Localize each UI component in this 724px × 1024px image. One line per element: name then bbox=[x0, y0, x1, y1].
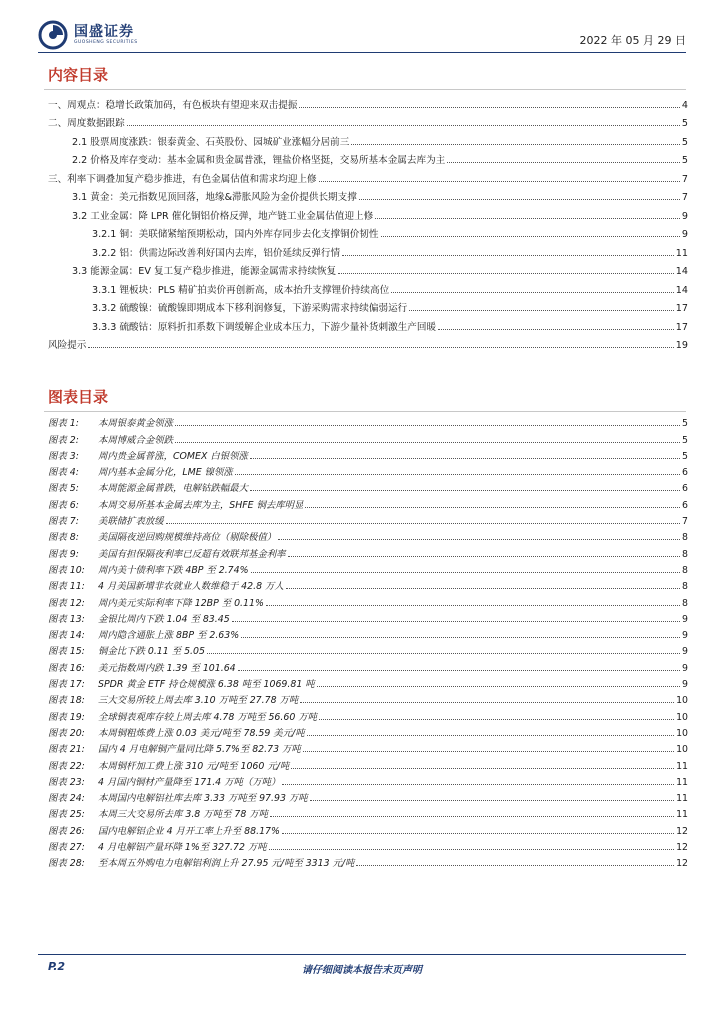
figure-entry[interactable] bbox=[48, 560, 688, 576]
toc-entry-title: 三、利率下调叠加复产稳步推进，有色金属估值和需求均迎上修 bbox=[48, 173, 317, 185]
toc-entry-title: 3.3.2 硫酸镍：硫酸镍即期成本下移利润修复，下游采购需求持续偏弱运行 bbox=[92, 303, 408, 314]
figure-number: 图表 5: bbox=[48, 483, 79, 495]
figure-entry[interactable] bbox=[48, 511, 688, 527]
company-name-cn: 国盛证券 bbox=[74, 24, 134, 40]
leader-dots bbox=[317, 686, 680, 687]
footer-disclaimer: 请仔细阅读本报告末页声明 bbox=[302, 965, 422, 976]
leader-dots bbox=[310, 800, 674, 801]
figure-entry[interactable] bbox=[48, 478, 688, 494]
guosheng-logo-icon bbox=[38, 20, 68, 50]
leader-dots bbox=[88, 347, 673, 348]
company-logo bbox=[38, 20, 138, 50]
leader-dots bbox=[291, 768, 674, 769]
leader-dots bbox=[127, 125, 680, 126]
figure-number: 图表 4: bbox=[48, 467, 79, 479]
figure-entry[interactable] bbox=[48, 723, 688, 739]
figure-entry[interactable] bbox=[48, 690, 688, 706]
toc-entry-title: 3.1 黄金：美元指数见顶回落，地缘&滞胀风险为金价提供长期支撑 bbox=[72, 192, 357, 203]
figure-number: 图表 24: bbox=[48, 793, 85, 805]
figure-entry[interactable] bbox=[48, 446, 688, 462]
figure-number: 图表 15: bbox=[48, 646, 85, 658]
figure-number: 图表 27: bbox=[48, 842, 85, 854]
page-header bbox=[38, 18, 686, 53]
figure-number: 图表 22: bbox=[48, 760, 85, 772]
figure-entry[interactable] bbox=[48, 592, 688, 608]
figure-number: 图表 14: bbox=[48, 630, 85, 642]
leader-dots bbox=[381, 236, 680, 237]
figure-entry[interactable] bbox=[48, 462, 688, 478]
toc-entry-title: 3.2.1 铜：美联储紧缩预期松动，国内外库存同步去化支撑铜价韧性 bbox=[92, 229, 379, 240]
figure-title: 金银比周内下跌 1.04 至 83.45 bbox=[98, 613, 230, 625]
figure-title: 本周铜粗炼费上涨 0.03 美元/吨至 78.59 美元/吨 bbox=[98, 727, 305, 739]
figure-number: 图表 19: bbox=[48, 711, 85, 723]
leader-dots bbox=[438, 329, 674, 330]
figure-entry[interactable] bbox=[48, 820, 688, 836]
figure-number: 图表 12: bbox=[48, 597, 85, 609]
leader-dots bbox=[299, 107, 679, 108]
figure-number: 图表 21: bbox=[48, 744, 85, 756]
toc-entry[interactable] bbox=[48, 166, 688, 185]
toc-entry-page: 14 bbox=[675, 284, 688, 296]
toc-entry-page: 14 bbox=[675, 266, 688, 277]
contents-title: 内容目录 bbox=[48, 66, 109, 84]
figure-page: 8 bbox=[682, 581, 688, 593]
toc-entry-title: 一、周观点：稳增长政策加码，有色板块有望迎来双击提振 bbox=[48, 99, 298, 111]
figure-title: 周内基本金属分化，LME 镍领涨 bbox=[98, 467, 233, 479]
figure-title: 本周能源金属普跌，电解钴跌幅最大 bbox=[98, 483, 249, 495]
toc-entry-page: 7 bbox=[681, 192, 688, 203]
figure-title: 周内贵金属普涨，COMEX 白银领涨 bbox=[98, 450, 248, 462]
figure-page: 6 bbox=[682, 483, 688, 495]
figure-title: 国内 4 月电解铜产量同比降 5.7%至 82.73 万吨 bbox=[98, 744, 301, 756]
leader-dots bbox=[175, 425, 680, 426]
leader-dots bbox=[338, 273, 674, 274]
figure-page: 8 bbox=[682, 548, 688, 560]
figure-page: 8 bbox=[682, 564, 688, 576]
figure-number: 图表 23: bbox=[48, 776, 85, 788]
figure-page: 12 bbox=[676, 842, 688, 854]
figure-title: 本周铜杆加工费上涨 310 元/吨至 1060 元/吨 bbox=[98, 760, 290, 772]
figure-title: 国内电解铝企业 4 月开工率上升至 88.17% bbox=[98, 825, 280, 837]
leader-dots bbox=[307, 735, 674, 736]
toc-entry[interactable] bbox=[48, 111, 688, 130]
page-number: P.2 bbox=[48, 960, 66, 973]
toc-entry-page: 4 bbox=[681, 99, 688, 111]
figure-number: 图表 11: bbox=[48, 581, 85, 593]
leader-dots bbox=[207, 653, 680, 654]
toc-entry[interactable] bbox=[48, 296, 688, 315]
toc-entry-page: 5 bbox=[681, 118, 688, 129]
figure-number: 图表 17: bbox=[48, 679, 85, 691]
toc-entry-page: 5 bbox=[681, 155, 688, 166]
figure-entry[interactable] bbox=[48, 641, 688, 657]
toc-entry[interactable] bbox=[48, 240, 688, 259]
figure-title: 铜金比下跌 0.11 至 5.05 bbox=[98, 646, 205, 658]
figure-number: 图表 18: bbox=[48, 695, 85, 707]
leader-dots bbox=[175, 442, 680, 443]
leader-dots bbox=[251, 572, 681, 573]
figure-page: 9 bbox=[682, 646, 688, 658]
leader-dots bbox=[166, 523, 680, 524]
company-name-en: GUOSHENG SECURITIES bbox=[74, 40, 138, 45]
leader-dots bbox=[319, 181, 680, 182]
figure-entry[interactable] bbox=[48, 429, 688, 445]
figure-title: 本周国内电解铝社库去库 3.33 万吨至 97.93 万吨 bbox=[98, 793, 308, 805]
figure-page: 9 bbox=[682, 662, 688, 674]
toc-entry[interactable] bbox=[48, 333, 688, 352]
figure-title: 本周银泰黄金领涨 bbox=[98, 418, 174, 430]
leader-dots bbox=[351, 144, 680, 145]
figure-entry[interactable] bbox=[48, 494, 688, 510]
toc-entry-page: 9 bbox=[681, 210, 688, 222]
figure-entry[interactable] bbox=[48, 788, 688, 804]
toc-entry-title: 二、周度数据跟踪 bbox=[48, 118, 125, 129]
figure-entry[interactable] bbox=[48, 772, 688, 788]
figure-number: 图表 6: bbox=[48, 499, 79, 511]
leader-dots bbox=[238, 670, 680, 671]
figure-title: 本周交易所基本金属去库为主，SHFE 铜去库明显 bbox=[98, 499, 304, 511]
leader-dots bbox=[375, 218, 680, 219]
figure-page: 5 bbox=[682, 450, 688, 462]
figure-title: 全球铜表观库存较上周去库 4.78 万吨至 56.60 万吨 bbox=[98, 711, 318, 723]
figure-title: 至本周五外购电力电解铝利润上升 27.95 元/吨至 3313 元/吨 bbox=[98, 858, 355, 870]
toc-entry-title: 2.2 价格及库存变动：基本金属和贵金属普涨，锂盐价格坚挺，交易所基本金属去库为主 bbox=[72, 155, 446, 166]
figure-number: 图表 13: bbox=[48, 613, 85, 625]
report-date: 2022 年 05 月 29 日 bbox=[579, 34, 686, 47]
toc-entry[interactable] bbox=[48, 129, 688, 148]
leader-dots bbox=[282, 784, 674, 785]
figure-page: 8 bbox=[682, 532, 688, 544]
figure-page: 9 bbox=[682, 630, 688, 642]
list-of-figures bbox=[48, 413, 688, 869]
leader-dots bbox=[303, 751, 674, 752]
toc-entry-page: 17 bbox=[675, 321, 688, 333]
figure-entry[interactable] bbox=[48, 609, 688, 625]
leader-dots bbox=[409, 310, 674, 311]
leader-dots bbox=[250, 458, 680, 459]
toc-entry-page: 19 bbox=[675, 340, 688, 351]
figures-title: 图表目录 bbox=[48, 388, 109, 406]
figure-entry[interactable] bbox=[48, 706, 688, 722]
leader-dots bbox=[270, 816, 674, 817]
figure-page: 9 bbox=[682, 679, 688, 691]
figure-page: 10 bbox=[676, 711, 688, 723]
toc-entry-page: 17 bbox=[675, 303, 688, 314]
toc-entry-title: 3.3.3 硫酸钴：原料折扣系数下调缓解企业成本压力，下游少量补货刺激生产回暖 bbox=[92, 321, 437, 333]
leader-dots bbox=[300, 702, 674, 703]
figure-title: SPDR 黄金 ETF 持仓规模涨 6.38 吨至 1069.81 吨 bbox=[98, 679, 315, 691]
figure-title: 美联储扩表放缓 bbox=[98, 516, 164, 528]
figure-title: 美国有担保隔夜利率已反超有效联邦基金利率 bbox=[98, 548, 286, 560]
figure-page: 11 bbox=[676, 760, 688, 772]
figure-page: 8 bbox=[682, 597, 688, 609]
figure-entry[interactable] bbox=[48, 739, 688, 755]
figure-title: 4 月美国新增非农就业人数维稳于 42.8 万人 bbox=[98, 581, 284, 593]
figure-title: 美国隔夜逆回购规模维持高位（剔除极值） bbox=[98, 532, 277, 544]
toc-entry-page: 5 bbox=[681, 136, 688, 148]
toc-entry-title: 3.2 工业金属：降 LPR 催化铜铝价格反弹，地产链工业金属估值迎上修 bbox=[72, 210, 374, 222]
toc-entry-page: 7 bbox=[681, 173, 688, 185]
figure-title: 美元指数周内跌 1.39 至 101.64 bbox=[98, 662, 236, 674]
figure-title: 周内美十债利率下跌 4BP 至 2.74% bbox=[98, 564, 249, 576]
contents-divider bbox=[44, 89, 686, 90]
figure-number: 图表 25: bbox=[48, 809, 85, 821]
footer-divider bbox=[38, 954, 686, 955]
figure-page: 5 bbox=[682, 434, 688, 446]
leader-dots bbox=[282, 833, 674, 834]
leader-dots bbox=[288, 556, 681, 557]
figure-title: 周内美元实际利率下降 12BP 至 0.11% bbox=[98, 597, 264, 609]
figure-number: 图表 16: bbox=[48, 662, 85, 674]
figure-entry[interactable] bbox=[48, 527, 688, 543]
figure-title: 本周三大交易所去库 3.8 万吨至 78 万吨 bbox=[98, 809, 269, 821]
leader-dots bbox=[305, 507, 680, 508]
figure-number: 图表 8: bbox=[48, 532, 79, 544]
figure-number: 图表 3: bbox=[48, 450, 79, 462]
toc-entry-title: 3.3.1 锂板块：PLS 精矿拍卖价再创新高，成本抬升支撑锂价持续高位 bbox=[92, 284, 390, 296]
figure-page: 12 bbox=[676, 858, 688, 870]
leader-dots bbox=[342, 255, 674, 256]
figure-entry[interactable] bbox=[48, 853, 688, 869]
toc-entry[interactable] bbox=[48, 222, 688, 241]
figure-title: 三大交易所较上周去库 3.10 万吨至 27.78 万吨 bbox=[98, 695, 299, 707]
table-of-contents bbox=[48, 92, 688, 351]
toc-entry-title: 3.3 能源金属：EV 复工复产稳步推进，能源金属需求持续恢复 bbox=[72, 266, 337, 277]
toc-entry-title: 风险提示 bbox=[48, 340, 87, 351]
toc-entry-page: 9 bbox=[681, 229, 688, 240]
figure-number: 图表 26: bbox=[48, 825, 85, 837]
figure-title: 4 月电解铝产量环降 1%至 327.72 万吨 bbox=[98, 842, 267, 854]
figure-entry[interactable] bbox=[48, 674, 688, 690]
leader-dots bbox=[241, 637, 680, 638]
figure-entry[interactable] bbox=[48, 657, 688, 673]
leader-dots bbox=[391, 292, 674, 293]
figure-number: 图表 20: bbox=[48, 727, 85, 739]
toc-entry[interactable] bbox=[48, 314, 688, 333]
toc-entry-page: 11 bbox=[675, 247, 688, 259]
figure-entry[interactable] bbox=[48, 625, 688, 641]
leader-dots bbox=[286, 588, 680, 589]
figure-entry[interactable] bbox=[48, 543, 688, 559]
figure-entry[interactable] bbox=[48, 413, 688, 429]
figure-number: 图表 10: bbox=[48, 564, 85, 576]
figure-page: 6 bbox=[682, 467, 688, 479]
figure-entry[interactable] bbox=[48, 837, 688, 853]
figure-title: 本周博威合金领跌 bbox=[98, 434, 174, 446]
toc-entry[interactable] bbox=[48, 203, 688, 222]
toc-entry[interactable] bbox=[48, 277, 688, 296]
toc-entry[interactable] bbox=[48, 92, 688, 111]
leader-dots bbox=[250, 490, 680, 491]
figure-title: 4 月国内铜材产量降至 171.4 万吨（万吨） bbox=[98, 776, 281, 788]
figure-number: 图表 1: bbox=[48, 418, 79, 430]
figure-number: 图表 9: bbox=[48, 548, 79, 560]
toc-entry-title: 3.2.2 铝：供需边际改善利好国内去库，铝价延续反弹行情 bbox=[92, 247, 341, 259]
figure-page: 11 bbox=[676, 793, 688, 805]
figure-number: 图表 7: bbox=[48, 516, 79, 528]
figure-entry[interactable] bbox=[48, 576, 688, 592]
figures-divider bbox=[44, 411, 686, 412]
figure-page: 6 bbox=[682, 499, 688, 511]
leader-dots bbox=[359, 199, 680, 200]
leader-dots bbox=[232, 621, 680, 622]
leader-dots bbox=[319, 719, 674, 720]
figure-page: 10 bbox=[676, 695, 688, 707]
figure-page: 7 bbox=[682, 516, 688, 528]
figure-page: 5 bbox=[682, 418, 688, 430]
figure-entry[interactable] bbox=[48, 755, 688, 771]
figure-number: 图表 2: bbox=[48, 434, 79, 446]
figure-page: 10 bbox=[676, 744, 688, 756]
leader-dots bbox=[269, 849, 674, 850]
leader-dots bbox=[235, 474, 680, 475]
toc-entry[interactable] bbox=[48, 259, 688, 278]
figure-title: 周内隐含通胀上涨 8BP 至 2.63% bbox=[98, 630, 240, 642]
toc-entry[interactable] bbox=[48, 185, 688, 204]
figure-page: 9 bbox=[682, 613, 688, 625]
leader-dots bbox=[447, 162, 680, 163]
toc-entry[interactable] bbox=[48, 148, 688, 167]
figure-entry[interactable] bbox=[48, 804, 688, 820]
leader-dots bbox=[278, 539, 680, 540]
leader-dots bbox=[266, 605, 680, 606]
figure-number: 图表 28: bbox=[48, 858, 85, 870]
leader-dots bbox=[356, 865, 674, 866]
figure-page: 11 bbox=[676, 776, 688, 788]
figure-page: 11 bbox=[676, 809, 688, 821]
figure-page: 10 bbox=[676, 727, 688, 739]
toc-entry-title: 2.1 股票周度涨跌：银泰黄金、石英股份、园城矿业涨幅分居前三 bbox=[72, 136, 350, 148]
figure-page: 12 bbox=[676, 825, 688, 837]
